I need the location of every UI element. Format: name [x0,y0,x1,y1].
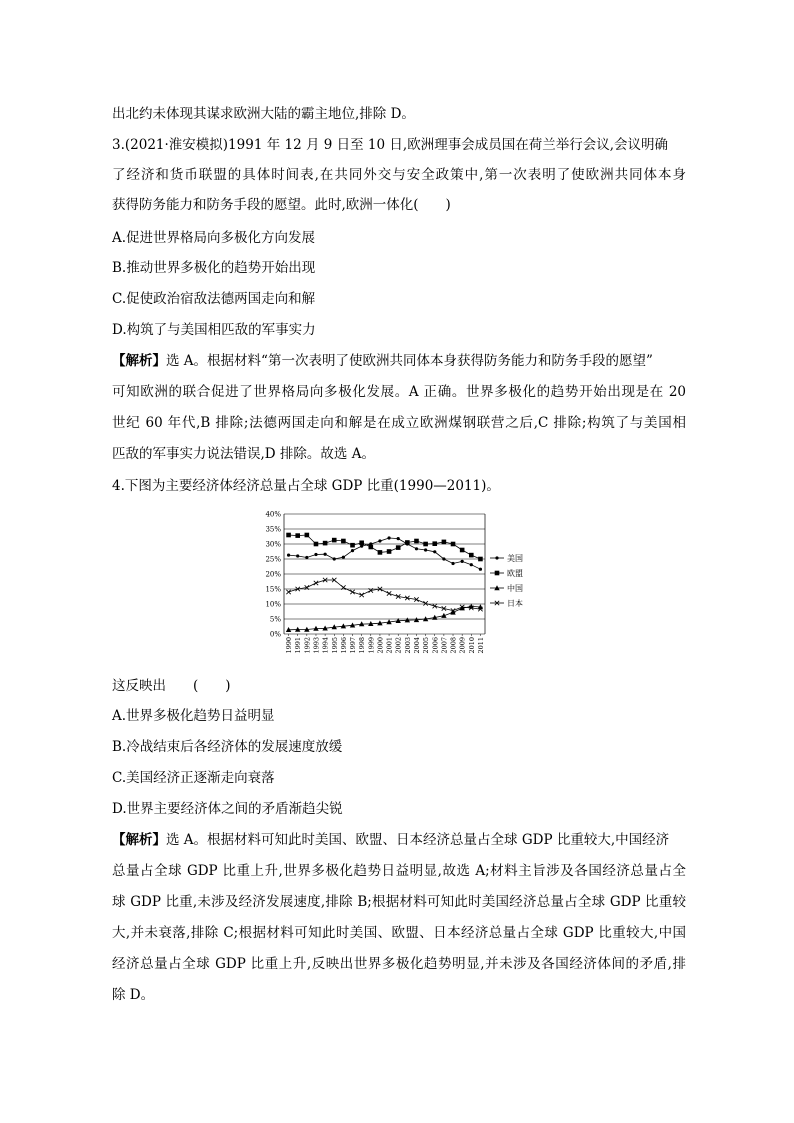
question-4-stem: 4.下图为主要经济体经济总量占全球 GDP 比重(1990—2011)。 [112,478,500,494]
x-tick-label: 1990 [285,637,294,654]
data-point-series-2 [414,539,419,544]
analysis-text: 可知欧洲的联合促进了世界格局向多极化发展。A 正确。世界多极化的趋势开始出现是在 20 [112,384,686,400]
y-tick-label: 0% [269,630,281,639]
y-tick-label: 25% [265,555,281,564]
y-tick-label: 15% [265,585,281,594]
data-point-series-1 [442,557,445,560]
data-point-series-1 [296,554,299,557]
option-a: A.世界多极化趋势日益明显 [112,708,275,724]
x-tick-label: 2010 [467,637,476,654]
data-point-series-4 [314,581,318,585]
data-point-series-2 [295,533,300,538]
data-point-series-2 [396,545,401,550]
data-point-series-2 [451,542,456,547]
x-tick-label: 1995 [330,637,339,654]
x-tick-label: 2009 [458,637,467,654]
data-point-series-4 [387,591,391,595]
data-point-series-1 [314,553,317,556]
series-line-2 [289,535,481,559]
data-point-series-1 [415,547,418,550]
legend-label: 中国 [507,584,523,593]
data-point-series-2 [286,533,291,538]
x-tick-label: 1993 [312,637,321,654]
analysis-text: 经济总量占全球 GDP 比重上升,反映出世界多极化趋势明显,并未涉及各国经济体间的矛盾,排 [112,956,686,972]
y-tick-label: 20% [265,570,281,579]
data-point-series-1 [461,560,464,563]
option-c: C.美国经济正逐渐走向衰落 [112,770,275,786]
x-tick-label: 2002 [394,637,403,654]
data-point-series-1 [387,536,390,539]
data-point-series-1 [470,563,473,566]
data-point-series-2 [332,538,337,543]
x-tick-label: 1994 [321,637,330,654]
data-point-series-1 [324,553,327,556]
data-point-series-2 [423,542,428,547]
option-b: B.推动世界多极化的趋势开始出现 [112,260,316,276]
data-point-series-1 [305,556,308,559]
data-point-series-2 [378,550,383,555]
data-point-series-4 [286,590,290,594]
option-b: B.冷战结束后各经济体的发展速度放缓 [112,739,343,755]
data-point-series-2 [442,540,447,545]
data-point-series-1 [433,550,436,553]
x-tick-label: 1999 [367,637,376,654]
data-point-series-2 [341,539,346,544]
x-tick-label: 2008 [449,637,458,654]
x-tick-label: 2007 [440,637,449,654]
option-a: A.促进世界格局向多极化方向发展 [112,230,316,246]
x-tick-label: 1998 [358,637,367,654]
analysis-text: 世纪 60 年代,B 排除;法德两国走向和解是在成立欧洲煤钢联营之后,C 排除;构筑了与美国相 [112,415,686,431]
data-point-series-1 [351,549,354,552]
x-tick-label: 1991 [294,637,303,654]
option-d: D.世界主要经济体之间的矛盾渐趋尖锐 [112,801,343,817]
legend-marker [495,556,498,559]
data-point-series-2 [469,553,474,558]
analysis-text: 球 GDP 比重,未涉及经济发展速度,排除 B;根据材料可知此时美国经济总量占全球 GDP 比重较 [112,894,686,910]
data-point-series-4 [359,593,363,597]
data-point-series-2 [460,548,465,553]
analysis-label: 【解析】 [112,832,166,848]
data-point-series-2 [478,557,483,562]
data-point-series-1 [451,562,454,565]
data-point-series-1 [333,557,336,560]
y-tick-label: 40% [265,510,281,519]
option-d: D.构筑了与美国相匹敌的军事实力 [112,322,316,338]
question-3-stem: 获得防务能力和防务手段的愿望。此时,欧洲一体化( ) [112,197,451,213]
y-tick-label: 30% [265,540,281,549]
question-3-stem: 了经济和货币联盟的具体时间表,在共同外交与安全政策中,第一次表明了使欧洲共同体本身 [112,167,686,183]
data-point-series-2 [432,541,437,546]
data-point-series-1 [378,539,381,542]
question-3-stem: 3.(2021·淮安模拟)1991 年 12 月 9 日至 10 日,欧洲理事会成员国在荷兰举行会议,会议明确 [112,137,668,153]
gdp-share-line-chart [254,508,534,660]
x-tick-label: 2000 [376,637,385,654]
text-line: 出北约未体现其谋求欧洲大陆的霸主地位,排除 D。 [112,106,415,122]
question-4-prompt: 这反映出 ( ) [112,678,231,694]
legend-label: 美国 [507,554,523,563]
x-tick-label: 2003 [403,637,412,654]
legend-label: 欧盟 [507,569,523,578]
analysis-text: 大,并未衰落,排除 C;根据材料可知此时美国、欧盟、日本经济总量占全球 GDP 比重较大,中国 [112,925,686,941]
data-point-series-4 [423,601,427,605]
data-point-series-1 [424,548,427,551]
y-tick-label: 10% [265,600,281,609]
option-c: C.促使政治宿敌法德两国走向和解 [112,291,316,307]
data-point-series-2 [368,545,373,550]
x-tick-label: 2006 [431,637,440,654]
x-tick-label: 2001 [385,637,394,654]
data-point-series-2 [350,543,355,548]
analysis-text: 除 D。 [112,987,155,1003]
x-tick-label: 2005 [422,637,431,654]
data-point-series-4 [350,590,354,594]
data-point-series-2 [314,542,319,547]
analysis-text: 总量占全球 GDP 比重上升,世界多极化趋势日益明显,故选 A;材料主旨涉及各国经济总量占全 [112,863,686,879]
data-point-series-1 [342,556,345,559]
data-point-series-2 [359,541,364,546]
data-point-series-2 [323,541,328,546]
x-tick-label: 1992 [303,637,312,654]
analysis-text: 匹敌的军事实力说法错误,D 排除。故选 A。 [112,446,375,462]
x-tick-label: 2011 [476,637,485,654]
data-point-series-2 [405,540,410,545]
x-tick-label: 2004 [412,637,421,654]
data-point-series-1 [397,537,400,540]
analysis-text: 选 A。根据材料可知此时美国、欧盟、日本经济总量占全球 GDP 比重较大,中国经济 [166,832,670,848]
data-point-series-1 [479,568,482,571]
data-point-series-2 [387,549,392,554]
y-tick-label: 35% [265,525,281,534]
legend-marker [495,571,500,576]
legend-label: 日本 [507,599,523,608]
y-tick-label: 5% [269,615,281,624]
x-tick-label: 1996 [339,637,348,654]
x-tick-label: 1997 [349,637,358,654]
answer-analysis [112,351,653,371]
analysis-label: 【解析】 [112,353,166,369]
data-point-series-1 [287,554,290,557]
data-point-series-2 [305,533,310,538]
answer-analysis [112,830,669,850]
analysis-text: 选 A。根据材料“第一次表明了使欧洲共同体本身获得防务能力和防务手段的愿望” [166,353,653,369]
